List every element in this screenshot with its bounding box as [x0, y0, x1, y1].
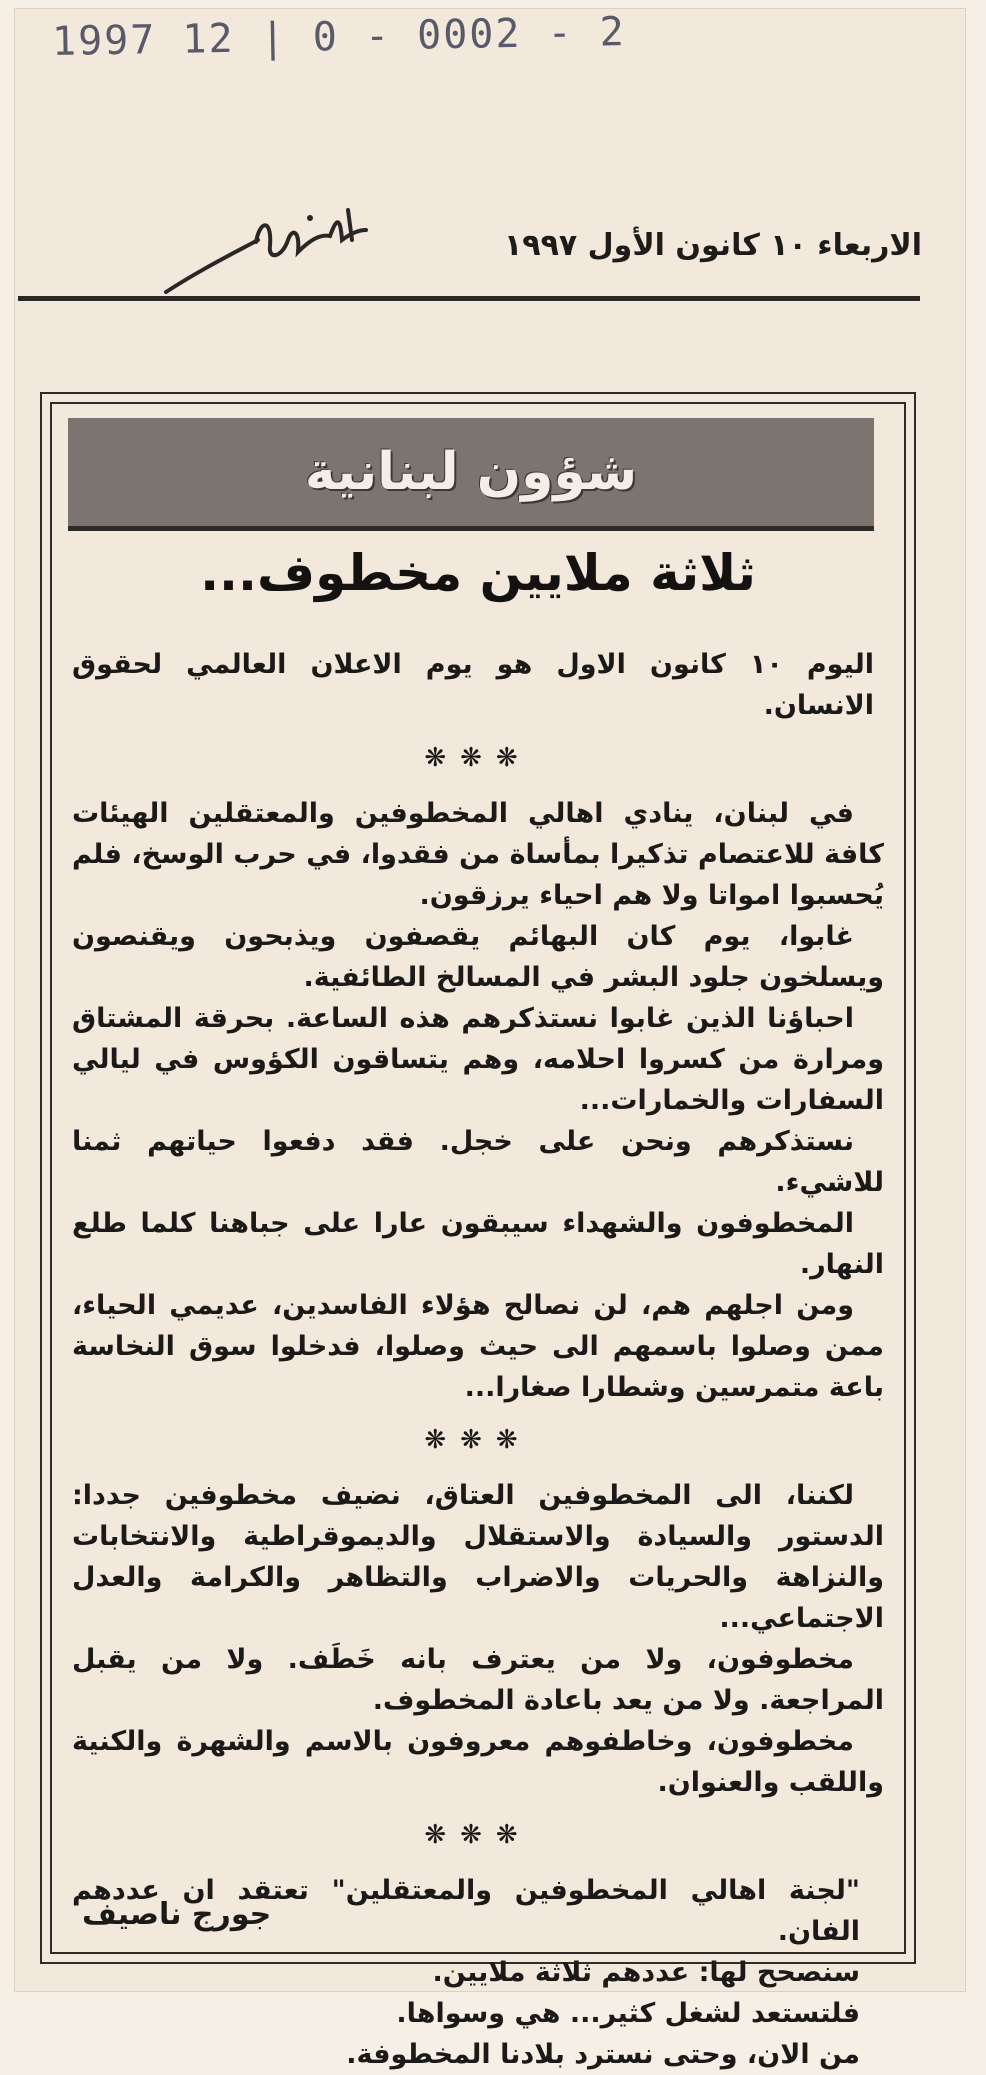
archive-id-handwritten: 1997 12 | 0 - 0002 - 2 — [51, 8, 627, 66]
paragraph: مخطوفون، ولا من يعترف بانه خَطَف. ولا من يقبل المراجعة. ولا من يعد باعادة المخطوف. — [72, 1644, 884, 1716]
paragraph: احباؤنا الذين غابوا نستذكرهم هذه الساعة. بحرقة المشتاق ومرارة من كسروا احلامه، وهم يتساقون الكؤوس في ليالي السفارات والخمارات... — [72, 1003, 884, 1116]
publication-date: الاربعاء ١٠ كانون الأول ١٩٩٧ — [503, 228, 922, 263]
article-author: جورج ناصيف — [82, 1897, 272, 1932]
article-frame — [40, 392, 916, 2070]
newspaper-name-signature — [160, 200, 380, 300]
paragraph: لكننا، الى المخطوفين العتاق، نضيف مخطوفين جددا: الدستور والسيادة والاستقلال والديموقراطية والانتخابات والنزاهة والحريات والاضراب والتظاهر والكرامة والعدل الاجتماعي... — [72, 1480, 884, 1634]
article-headline: ثلاثة ملايين مخطوف... — [200, 544, 756, 602]
paragraph: ومن اجلهم هم، لن نصالح هؤلاء الفاسدين، عديمي الحياء، ممن وصلوا باسمهم الى حيث وصلوا، فدخلوا سوق النخاسة باعة متمرسين وشطارا صغارا... — [72, 1290, 884, 1403]
separator-3: ❋❋❋ — [424, 1820, 532, 1850]
paragraph: في لبنان، ينادي اهالي المخطوفين والمعتقلين الهيئات كافة للاعتصام تذكيرا بمأساة من فقدوا، في حرب الوسخ، فلم يُحسبوا امواتا ولا هم احياء يرزقون. — [72, 798, 884, 911]
paragraph: غابوا، يوم كان البهائم يقصفون ويذبحون ويقنصون ويسلخون جلود البشر في المسالخ الطائفية. — [72, 921, 884, 993]
separator-2: ❋❋❋ — [424, 1425, 532, 1455]
closing-line: من الان، وحتى نسترد بلادنا المخطوفة. — [346, 2039, 860, 2070]
closing-line: سنصحح لها: عددهم ثلاثة ملايين. — [432, 1957, 860, 1988]
section-banner-label: شؤون لبنانية — [304, 442, 638, 502]
paragraph: مخطوفون، وخاطفوهم معروفون بالاسم والشهرة والكنية واللقب والعنوان. — [72, 1726, 884, 1798]
paragraph: المخطوفون والشهداء سيبقون عارا على جباهنا كلما طلع النهار. — [72, 1208, 884, 1280]
article-lead: اليوم ١٠ كانون الاول هو يوم الاعلان العالمي لحقوق الانسان. — [72, 649, 874, 721]
paragraph: نستذكرهم ونحن على خجل. فقد دفعوا حياتهم ثمنا للاشيء. — [72, 1126, 884, 1198]
closing-line: "لجنة اهالي المخطوفين والمعتقلين" تعتقد ان عددهم الفان. — [72, 1875, 860, 1947]
header-rule — [18, 296, 920, 301]
separator-1: ❋❋❋ — [424, 743, 532, 773]
section-banner — [68, 418, 874, 531]
closing-line: فلتستعد لشغل كثير... هي وسواها. — [396, 1998, 860, 2029]
